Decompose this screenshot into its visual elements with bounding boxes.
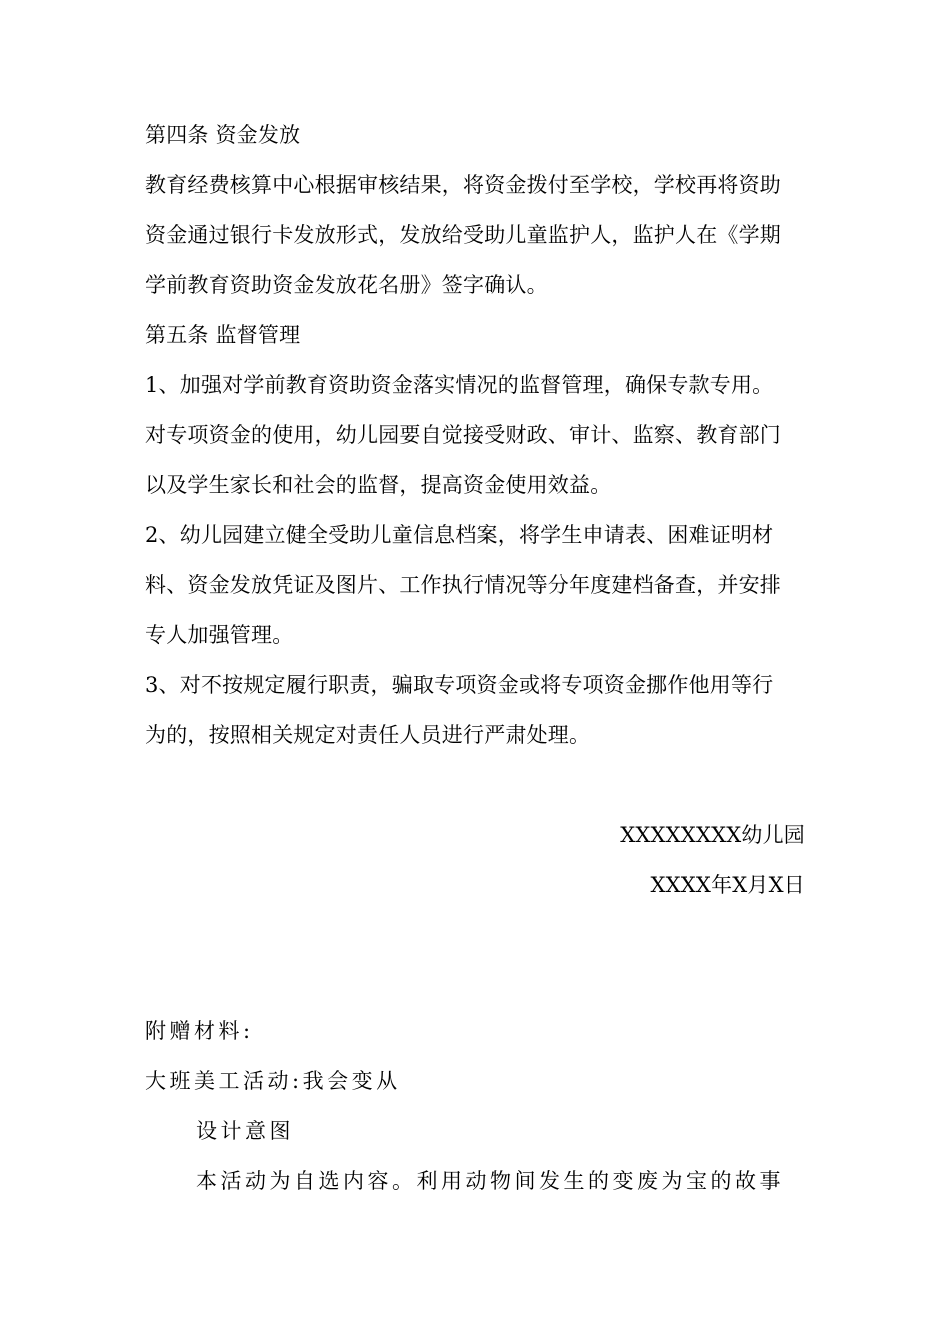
article4-heading: 第四条 资金发放 (145, 123, 301, 147)
appendix-title: 大班美工活动:我会变从 (145, 1069, 401, 1093)
article4-line-1: 教育经费核算中心根据审核结果，将资金拨付至学校，学校再将资助 (145, 173, 781, 197)
article5-heading: 第五条 监督管理 (145, 323, 301, 347)
article5-line-5: 料、资金发放凭证及图片、工作执行情况等分年度建档备查，并安排 (145, 573, 781, 597)
signature-org: XXXXXXXX幼儿园 (620, 823, 805, 847)
appendix-label: 附赠材料: (145, 1019, 254, 1043)
article4-line-2: 资金通过银行卡发放形式，发放给受助儿童监护人，监护人在《学期 (145, 223, 781, 247)
article5-line-7: 3、对不按规定履行职责，骗取专项资金或将专项资金挪作他用等行 (145, 673, 774, 697)
article5-line-2: 对专项资金的使用，幼儿园要自觉接受财政、审计、监察、教育部门 (145, 423, 781, 447)
appendix-paragraph: 本活动为自选内容。利用动物间发生的变废为宝的故事 (196, 1169, 784, 1193)
article5-line-4: 2、幼儿园建立健全受助儿童信息档案，将学生申请表、困难证明材 (145, 523, 774, 547)
article5-line-3: 以及学生家长和社会的监督，提高资金使用效益。 (145, 473, 612, 497)
signature-date: XXXX年X月X日 (650, 873, 805, 897)
article5-line-1: 1、加强对学前教育资助资金落实情况的监督管理，确保专款专用。 (145, 373, 774, 397)
article4-line-3: 学前教育资助资金发放花名册》签字确认。 (145, 273, 548, 297)
article5-line-6: 专人加强管理。 (145, 623, 294, 647)
appendix-subheading: 设计意图 (196, 1119, 294, 1143)
article5-line-8: 为的，按照相关规定对责任人员进行严肃处理。 (145, 723, 591, 747)
